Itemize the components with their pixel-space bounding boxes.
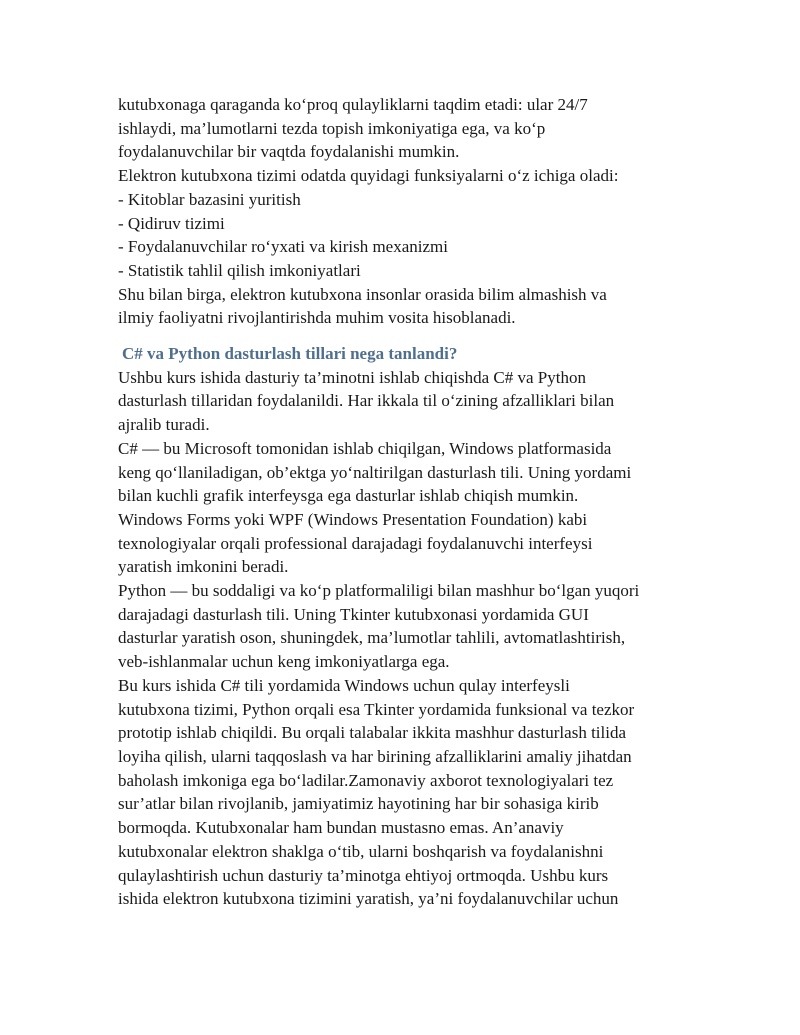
- text-line: yaratish imkonini beradi.: [118, 557, 289, 577]
- text-line: kutubxonaga qaraganda ko‘proq qulayliklarni taqdim etadi: ular 24/7: [118, 95, 588, 114]
- list-item: - Statistik tahlil qilish imkoniyatlari: [118, 260, 361, 280]
- text-line: Windows Forms yoki WPF (Windows Presentation Foundation) kabi: [118, 509, 588, 529]
- text-line: texnologiyalar orqali professional darajadagi foydalanuvchi interfeysi: [118, 533, 593, 553]
- text-line: bormoqda. Kutubxonalar ham bundan mustasno emas. An’anaviy: [118, 818, 564, 838]
- text-line: baholash imkoniga ega bo‘ladilar.Zamonaviy axborot texnologiyalari tez: [118, 770, 614, 790]
- text-line: qulaylashtirish uchun dasturiy ta’minotga ehtiyoj ortmoqda. Ushbu kurs: [118, 865, 609, 885]
- text-line: kutubxonalar elektron shaklga o‘tib, ularni boshqarish va foydalanishni: [118, 841, 604, 861]
- text-line: ishida elektron kutubxona tizimini yaratish, ya’ni foydalanuvchilar uchun: [118, 889, 619, 909]
- text-line: Python — bu soddaligi va ko‘p platformaliligi bilan mashhur bo‘lgan yuqori: [118, 581, 640, 601]
- text-line: Elektron kutubxona tizimi odatda quyidagi funksiyalarni o‘z ichiga oladi:: [118, 166, 619, 186]
- text-line: Shu bilan birga, elektron kutubxona insonlar orasida bilim almashish va: [118, 284, 607, 304]
- text-line: foydalanuvchilar bir vaqtda foydalanishi mumkin.: [118, 142, 460, 162]
- text-line: bilan kuchli grafik interfeysga ega dasturlar ishlab chiqish mumkin.: [118, 486, 579, 506]
- text-line: kutubxona tizimi, Python orqali esa Tkinter yordamida funksional va tezkor: [118, 699, 635, 719]
- text-line: ajralib turadi.: [118, 415, 210, 435]
- text-line: prototip ishlab chiqildi. Bu orqali talabalar ikkita mashhur dasturlash tilida: [118, 723, 627, 743]
- body-text-block: [118, 366, 688, 911]
- text-line: ishlaydi, ma’lumotlarni tezda topish imkoniyatiga ega, va ko‘p: [118, 118, 546, 138]
- text-line: dasturlar yaratish oson, shuningdek, ma’lumotlar tahlili, avtomatlashtirish,: [118, 628, 626, 648]
- intro-text-block: [118, 93, 688, 330]
- text-line: C# — bu Microsoft tomonidan ishlab chiqilgan, Windows platformasida: [118, 438, 612, 458]
- text-line: Ushbu kurs ishida dasturiy ta’minotni ishlab chiqishda C# va Python: [118, 367, 586, 387]
- text-line: Bu kurs ishida C# tili yordamida Windows uchun qulay interfeysli: [118, 675, 570, 695]
- text-line: darajadagi dasturlash tili. Uning Tkinter kutubxonasi yordamida GUI: [118, 604, 589, 624]
- text-line: ilmiy faoliyatni rivojlantirishda muhim vosita hisoblanadi.: [118, 308, 516, 328]
- text-line: loyiha qilish, ularni taqqoslash va har birining afzalliklarini amaliy jihatdan: [118, 746, 632, 766]
- text-line: veb-ishlanmalar uchun keng imkoniyatlarga ega.: [118, 652, 450, 672]
- document-page: [118, 93, 688, 911]
- text-line: keng qo‘llaniladigan, ob’ektga yo‘naltirilgan dasturlash tili. Uning yordami: [118, 462, 632, 482]
- text-line: sur’atlar bilan rivojlanib, jamiyatimiz hayotining har bir sohasiga kirib: [118, 794, 599, 814]
- text-line: dasturlash tillaridan foydalanildi. Har ikkala til o‘zining afzalliklari bilan: [118, 391, 615, 411]
- list-item: - Qidiruv tizimi: [118, 213, 225, 233]
- list-item: - Kitoblar bazasini yuritish: [118, 189, 301, 209]
- list-item: - Foydalanuvchilar ro‘yxati va kirish mexanizmi: [118, 237, 448, 257]
- section-heading: C# va Python dasturlash tillari nega tanlandi?: [122, 344, 458, 364]
